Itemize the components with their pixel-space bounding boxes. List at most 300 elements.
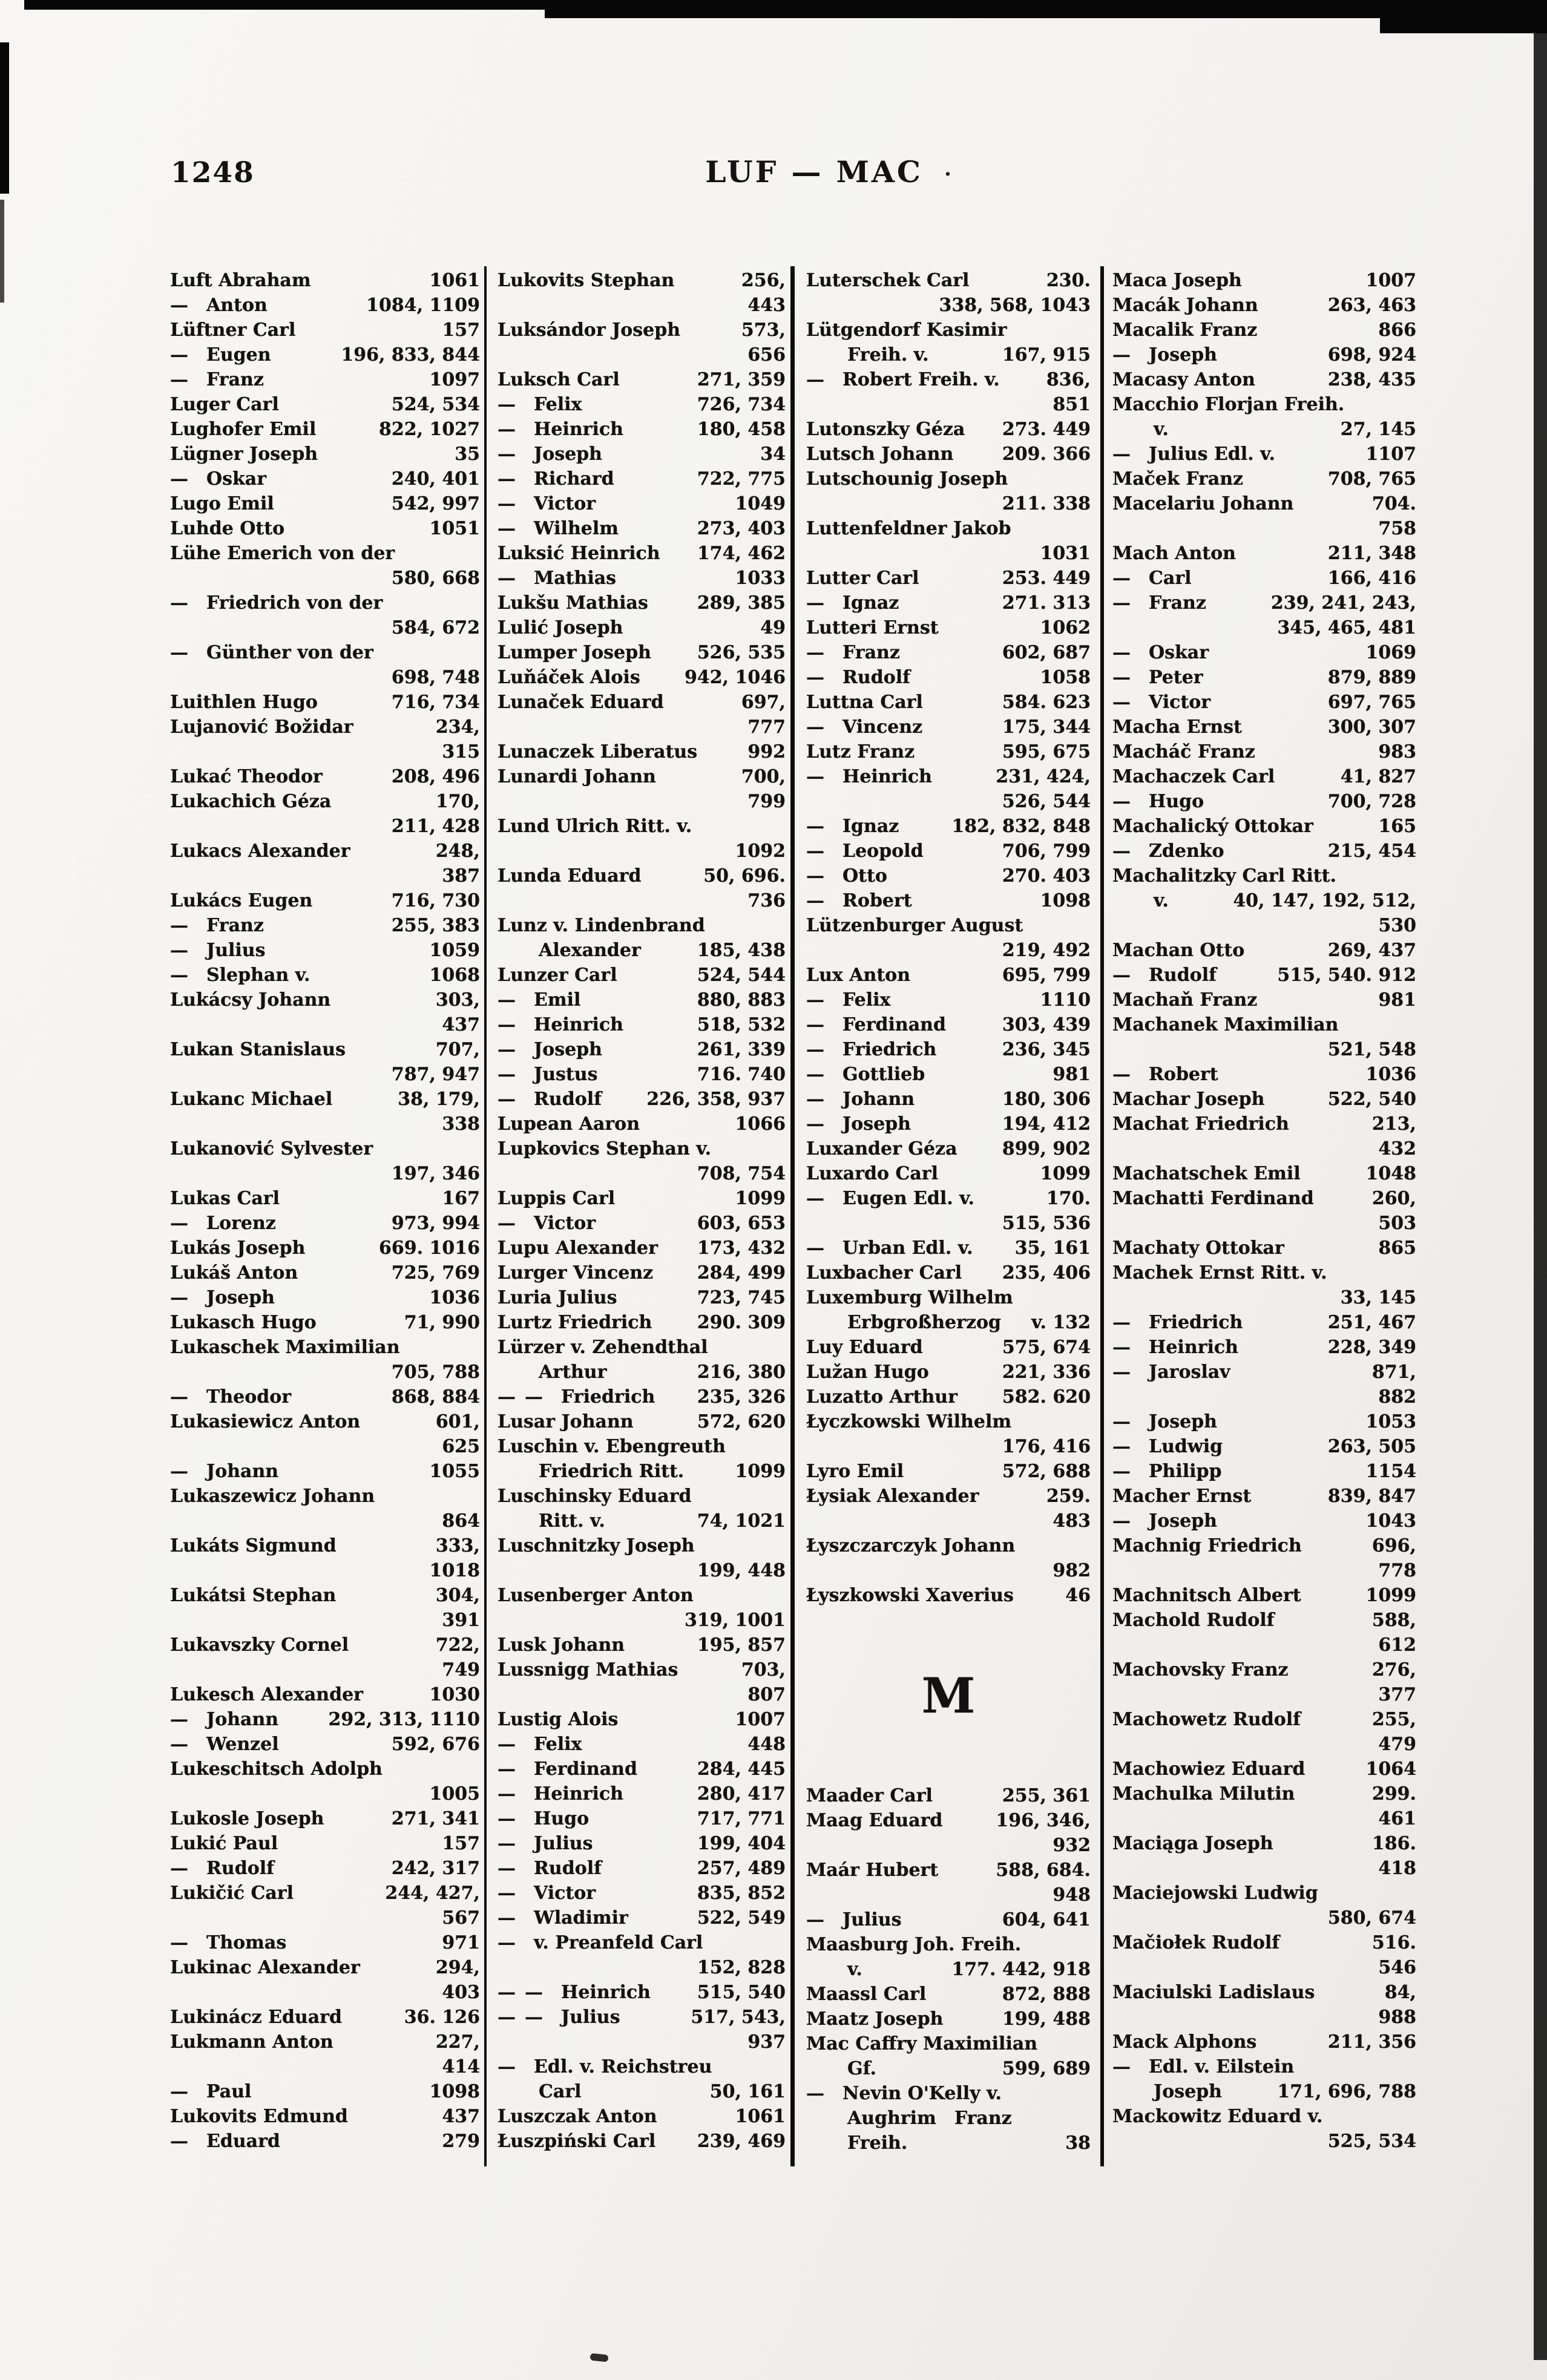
index-entry-line (1112, 1980, 1416, 2005)
entry-name: — Zdenko (1112, 841, 1224, 862)
entry-pages: 211, 348 (1327, 543, 1416, 564)
entry-pages: 269, 437 (1327, 940, 1416, 961)
scan-artifact-top-corner (1380, 0, 1547, 33)
index-entry-line (806, 268, 1091, 293)
entry-pages: 1055 (429, 1461, 480, 1482)
index-entry-line (1112, 938, 1416, 963)
index-entry-line (498, 1335, 786, 1360)
entry-pages: 377 (1378, 1684, 1416, 1705)
entry-name: Luttenfeldner Jakob (806, 518, 1011, 539)
entry-name: Machaczek Carl (1112, 766, 1275, 787)
entry-name: — Felix (806, 989, 891, 1011)
entry-pages: 167 (442, 1188, 480, 1209)
entry-name: — Ignaz (806, 816, 899, 837)
index-entry-line (498, 1409, 786, 1434)
entry-pages: 228, 349 (1327, 1337, 1416, 1358)
entry-pages: 602, 687 (1002, 642, 1091, 663)
index-entry-line (1112, 1161, 1416, 1186)
entry-pages: 40, 147, 192, 512, (1233, 890, 1416, 911)
entry-pages: 1064 (1365, 1759, 1416, 1780)
index-entry-line (498, 1037, 786, 1062)
entry-pages: 524, 544 (697, 965, 786, 986)
entry-name: Aughrim Franz (847, 2108, 1012, 2129)
entry-name: — Julius (170, 940, 266, 961)
entry-name: Lunardi Johann (498, 766, 656, 787)
index-entry-line (1112, 491, 1416, 516)
entry-pages: 726, 734 (697, 394, 786, 415)
entry-pages: 1061 (735, 2106, 786, 2127)
entry-pages: 787, 947 (391, 1064, 480, 1085)
entry-pages: 700, (741, 766, 786, 787)
entry-name: Macák Johann (1112, 295, 1258, 316)
entry-name: Machaty Ottokar (1112, 1238, 1284, 1259)
entry-name: — Otto (806, 865, 887, 887)
index-entry-line (1112, 1484, 1416, 1509)
entry-pages: 1107 (1365, 444, 1416, 465)
entry-name: Mac Caffry Maximilian (806, 2033, 1038, 2054)
entry-name: — Joseph (1112, 344, 1217, 366)
entry-pages: 526, 544 (1002, 791, 1091, 812)
entry-name: Lukaszewicz Johann (170, 1486, 375, 1507)
index-entry-line (170, 1484, 480, 1509)
entry-pages: 239, 241, 243, (1270, 592, 1416, 614)
index-entry-line (170, 1906, 480, 1930)
entry-name: Łuszpiński Carl (498, 2131, 656, 2152)
entry-name: Lürzer v. Zehendthal (498, 1337, 708, 1358)
index-entry-line (806, 541, 1091, 566)
index-entry-line (170, 764, 480, 789)
entry-name: — Wilhelm (498, 518, 619, 539)
index-entry-line (498, 1930, 786, 1955)
entry-pages: 273, 403 (697, 518, 786, 539)
entry-name: Lurger Vincenz (498, 1262, 654, 1283)
index-entry-line (170, 2005, 480, 2030)
entry-name: Lutz Franz (806, 741, 915, 762)
index-entry-line (806, 1112, 1091, 1136)
column-divider-2 (790, 266, 795, 2166)
entry-name: — Robert Freih. v. (806, 369, 1000, 390)
index-entry-line (170, 1335, 480, 1360)
entry-name: Maader Carl (806, 1785, 933, 1806)
entry-pages: 871, (1371, 1362, 1416, 1383)
entry-name: — Heinrich (498, 419, 623, 440)
index-entry-line (498, 1360, 786, 1385)
index-entry-line (806, 1982, 1091, 2007)
index-entry-line (170, 392, 480, 417)
entry-name: Luria Julius (498, 1287, 617, 1308)
entry-pages: 700, 728 (1327, 791, 1416, 812)
entry-name: — Johann (170, 1709, 279, 1730)
entry-name: Machowetz Rudolf (1112, 1709, 1301, 1730)
entry-pages: 38 (1065, 2132, 1091, 2154)
index-entry-line (170, 1657, 480, 1682)
entry-name: Macchio Florjan Freih. (1112, 394, 1345, 415)
entry-name: Łysiak Alexander (806, 1486, 979, 1507)
index-entry-line (1112, 1385, 1416, 1409)
index-entry-line (806, 1858, 1091, 1883)
index-entry-line (806, 1161, 1091, 1186)
entry-pages: 515, 536 (1002, 1213, 1091, 1234)
entry-pages: 703, (741, 1659, 786, 1680)
entry-name: — Heinrich (806, 766, 932, 787)
index-entry-line (170, 888, 480, 913)
entry-pages: v. 132 (1031, 1312, 1091, 1333)
entry-pages: 723, 745 (697, 1287, 786, 1308)
index-entry-line (1112, 442, 1416, 467)
index-entry-line (806, 1484, 1091, 1509)
index-entry-line (170, 2030, 480, 2054)
entry-pages: 983 (1378, 741, 1416, 762)
index-entry-line (806, 764, 1091, 789)
entry-name: Luithlen Hugo (170, 692, 318, 713)
entry-pages: 717, 771 (697, 1808, 786, 1829)
index-entry-line (1112, 1657, 1416, 1682)
index-entry-line (498, 764, 786, 789)
index-entry-line (1112, 1112, 1416, 1136)
entry-pages: 988 (1378, 2007, 1416, 2028)
entry-pages: 716, 730 (391, 890, 480, 911)
index-entry-line (498, 1186, 786, 1211)
entry-pages: 749 (442, 1659, 480, 1680)
index-entry-line (498, 1236, 786, 1260)
index-entry-line (498, 1459, 786, 1484)
entry-pages: 235, 326 (697, 1386, 786, 1408)
index-entry-line (498, 1732, 786, 1757)
entry-pages: 522, 549 (697, 1907, 786, 1929)
index-entry-line (806, 1062, 1091, 1087)
index-entry-line (498, 318, 786, 343)
index-entry-line (498, 392, 786, 417)
index-entry-line (498, 814, 786, 839)
index-entry-line (170, 491, 480, 516)
index-entry-line (1112, 1558, 1416, 1583)
index-entry-line (806, 938, 1091, 963)
entry-pages: 304, (435, 1585, 480, 1606)
entry-name: Mack Alphons (1112, 2031, 1257, 2053)
entry-name: — Franz (806, 642, 900, 663)
entry-pages: 973, 994 (391, 1213, 480, 1234)
entry-name: Freih. (847, 2132, 908, 2154)
entry-pages: 432 (1378, 1138, 1416, 1159)
entry-pages: 882 (1378, 1386, 1416, 1408)
entry-pages: 50, 161 (709, 2081, 786, 2102)
index-entry-line (1112, 739, 1416, 764)
entry-pages: 166, 416 (1327, 568, 1416, 589)
index-entry-line (170, 1037, 480, 1062)
index-entry-line (170, 1608, 480, 1633)
entry-name: — Victor (498, 1213, 596, 1234)
index-entry-line (170, 442, 480, 467)
index-entry-line (498, 491, 786, 516)
entry-name: Lukmann Anton (170, 2031, 333, 2053)
index-entry-line (498, 913, 786, 938)
entry-pages: 279 (442, 2131, 480, 2152)
entry-pages: 1068 (429, 965, 480, 986)
entry-pages: 221, 336 (1002, 1362, 1091, 1383)
entry-name: Lügner Joseph (170, 444, 318, 465)
entry-pages: 1053 (1365, 1411, 1416, 1432)
index-entry-line (498, 938, 786, 963)
entry-pages: 572, 688 (1002, 1461, 1091, 1482)
entry-name: Luksch Carl (498, 369, 620, 390)
entry-name: Lukinac Alexander (170, 1957, 360, 1978)
index-entry-line (170, 1955, 480, 1980)
entry-pages: 176, 416 (1002, 1436, 1091, 1457)
entry-name: — Joseph (498, 1039, 602, 1060)
entry-pages: 261, 339 (697, 1039, 786, 1060)
entry-pages: 300, 307 (1327, 716, 1416, 738)
index-entry-line (1112, 2030, 1416, 2054)
scan-artifact-speck (590, 2353, 608, 2362)
index-entry-line (1112, 839, 1416, 864)
entry-pages: 582. 620 (1002, 1386, 1091, 1408)
entry-pages: 518, 532 (697, 1014, 786, 1035)
index-entry-line (498, 293, 786, 318)
entry-pages: 248, (435, 841, 480, 862)
entry-pages: 461 (1378, 1808, 1416, 1829)
index-entry-line (170, 1782, 480, 1806)
entry-pages: 49 (760, 617, 786, 638)
entry-pages: 835, 852 (697, 1883, 786, 1904)
entry-pages: 981 (1053, 1064, 1091, 1085)
index-entry-line (1112, 1236, 1416, 1260)
entry-pages: 584, 672 (391, 617, 480, 638)
entry-name: — Rudolf (806, 667, 911, 688)
entry-name: Lukáš Anton (170, 1262, 298, 1283)
entry-name: Machalitzky Carl Ritt. (1112, 865, 1336, 887)
entry-pages: 196, 833, 844 (341, 344, 480, 366)
entry-pages: 437 (442, 2106, 480, 2127)
entry-pages: 240, 401 (391, 468, 480, 490)
entry-name: Luterschek Carl (806, 270, 970, 291)
entry-pages: 41, 827 (1340, 766, 1416, 787)
index-entry-line (498, 988, 786, 1012)
entry-pages: 1084, 1109 (366, 295, 480, 316)
entry-pages: 215, 454 (1327, 841, 1416, 862)
entry-name: Lukas Carl (170, 1188, 280, 1209)
index-entry-line (1112, 1087, 1416, 1112)
entry-name: — Carl (1112, 568, 1192, 589)
index-entry-line (806, 2131, 1091, 2155)
entry-name: — Rudolf (1112, 965, 1217, 986)
index-entry-line (170, 1459, 480, 1484)
entry-name: Lukács Eugen (170, 890, 313, 911)
entry-name: Lumper Joseph (498, 642, 651, 663)
index-entry-line (170, 963, 480, 988)
section-letter-M: M (921, 1667, 976, 1724)
index-entry-line (498, 2129, 786, 2154)
entry-name: Lugo Emil (170, 493, 274, 514)
index-entry-line (806, 1285, 1091, 1310)
entry-name: v. (847, 1959, 862, 1980)
index-entry-line (806, 1211, 1091, 1236)
entry-pages: 706, 799 (1002, 841, 1091, 862)
entry-name: Lunz v. Lindenbrand (498, 915, 705, 936)
entry-pages: 595, 675 (1002, 741, 1091, 762)
index-entry-line (498, 1955, 786, 1980)
entry-pages: 34 (760, 444, 786, 465)
entry-pages: 1061 (429, 270, 480, 291)
index-entry-line (1112, 2054, 1416, 2079)
index-entry-line (170, 566, 480, 591)
entry-name: Luschinsky Eduard (498, 1486, 692, 1507)
index-entry-line (498, 1112, 786, 1136)
entry-pages: 515, 540. 912 (1277, 965, 1416, 986)
entry-pages: 333, (435, 1535, 480, 1556)
index-entry-line (806, 591, 1091, 615)
entry-pages: 868, 884 (391, 1386, 480, 1408)
entry-pages: 872, 888 (1002, 1984, 1091, 2005)
index-entry-line (1112, 1955, 1416, 1980)
entry-pages: 1018 (429, 1560, 480, 1581)
index-entry-line (498, 789, 786, 814)
entry-pages: 165 (1378, 816, 1416, 837)
entry-pages: 273. 449 (1002, 419, 1091, 440)
entry-pages: 716. 740 (697, 1064, 786, 1085)
index-entry-line (170, 367, 480, 392)
index-entry-line (806, 615, 1091, 640)
entry-pages: 575, 674 (1002, 1337, 1091, 1358)
index-entry-line (1112, 566, 1416, 591)
index-entry-line (170, 1385, 480, 1409)
entry-pages: 338, 568, 1043 (939, 295, 1091, 316)
index-entry-line (1112, 1409, 1416, 1434)
index-entry-line (1112, 1037, 1416, 1062)
page-header: LUF — MAC (705, 154, 923, 189)
entry-pages: 1098 (1040, 890, 1091, 911)
index-entry-line (1112, 2005, 1416, 2030)
entry-name: Luy Eduard (806, 1337, 923, 1358)
index-entry-line (498, 864, 786, 888)
entry-pages: 259. (1046, 1486, 1091, 1507)
index-column-1 (170, 268, 480, 2154)
index-entry-line (170, 715, 480, 739)
index-entry-line (170, 467, 480, 491)
index-entry-line (806, 1932, 1091, 1957)
entry-pages: 338 (442, 1113, 480, 1135)
entry-pages: 280, 417 (697, 1783, 786, 1805)
entry-pages: 1036 (1365, 1064, 1416, 1085)
index-entry-line (1112, 1707, 1416, 1732)
index-entry-line (170, 516, 480, 541)
index-entry-line (170, 789, 480, 814)
index-entry-line (170, 1136, 480, 1161)
entry-pages: 992 (747, 741, 786, 762)
index-entry-line (170, 1732, 480, 1757)
index-entry-line (806, 839, 1091, 864)
index-entry-line (806, 1136, 1091, 1161)
entry-name: — Friedrich von der (170, 592, 383, 614)
entry-name: Machek Ernst Ritt. v. (1112, 1262, 1327, 1283)
entry-name: — Oskar (1112, 642, 1209, 663)
entry-pages: 186. (1371, 1833, 1416, 1854)
entry-name: Lukovits Stephan (498, 270, 675, 291)
index-entry-line (170, 1831, 480, 1856)
entry-pages: 778 (1378, 1560, 1416, 1581)
entry-name: Lukan Stanislaus (170, 1039, 346, 1060)
entry-pages: 1154 (1365, 1461, 1416, 1482)
index-entry-line (1112, 1583, 1416, 1608)
entry-name: Gf. (847, 2058, 876, 2079)
entry-pages: 244, 427, (385, 1883, 480, 1904)
index-entry-line (806, 665, 1091, 690)
index-entry-line (806, 1459, 1091, 1484)
entry-pages: 180, 306 (1002, 1089, 1091, 1110)
entry-name: Machnig Friedrich (1112, 1535, 1302, 1556)
entry-pages: 704. (1371, 493, 1416, 514)
index-entry-line (806, 1783, 1091, 1808)
entry-name: Lühe Emerich von der (170, 543, 395, 564)
index-entry-line (806, 491, 1091, 516)
entry-name: Maca Joseph (1112, 270, 1242, 291)
entry-name: Lustig Alois (498, 1709, 619, 1730)
index-entry-line (170, 913, 480, 938)
entry-pages: 971 (442, 1932, 480, 1953)
entry-name: Luksándor Joseph (498, 320, 681, 341)
index-entry-line (1112, 963, 1416, 988)
entry-pages: 211, 428 (391, 816, 480, 837)
index-entry-line (1112, 1881, 1416, 1906)
index-entry-line (170, 1260, 480, 1285)
entry-name: — Philipp (1112, 1461, 1222, 1482)
index-entry-line (498, 1757, 786, 1782)
index-entry-line (498, 1906, 786, 1930)
index-entry-line (806, 1883, 1091, 1907)
index-entry-line (1112, 1831, 1416, 1856)
index-entry-line (1112, 1434, 1416, 1459)
entry-name: — Mathias (498, 568, 617, 589)
entry-pages: 851 (1053, 394, 1091, 415)
entry-name: Lukšu Mathias (498, 592, 648, 614)
entry-name: — Edl. v. Reichstreu (498, 2056, 712, 2077)
index-entry-line (498, 1583, 786, 1608)
entry-name: Lupu Alexander (498, 1238, 658, 1259)
entry-pages: 185, 438 (697, 940, 786, 961)
entry-pages: 255, 361 (1002, 1785, 1091, 1806)
index-column-2 (498, 268, 786, 2154)
column-divider-3 (1100, 266, 1104, 2166)
entry-pages: 1097 (429, 369, 480, 390)
entry-name: Lukáts Sigmund (170, 1535, 337, 1556)
entry-pages: 211. 338 (1002, 493, 1091, 514)
entry-pages: 725, 769 (391, 1262, 480, 1283)
index-entry-line (806, 1186, 1091, 1211)
index-entry-line (170, 665, 480, 690)
entry-name: — Johann (806, 1089, 915, 1110)
index-entry-line (806, 392, 1091, 417)
entry-name: Lukanović Sylvester (170, 1138, 373, 1159)
entry-pages: 216, 380 (697, 1362, 786, 1383)
entry-pages: 236, 345 (1002, 1039, 1091, 1060)
index-entry-line (806, 2031, 1091, 2056)
entry-pages: 167, 915 (1002, 344, 1091, 366)
index-entry-line (1112, 318, 1416, 343)
entry-name: Lussnigg Mathias (498, 1659, 678, 1680)
entry-pages: 695, 799 (1002, 965, 1091, 986)
entry-name: — Wenzel (170, 1734, 279, 1755)
entry-name: Macháč Franz (1112, 741, 1255, 762)
entry-name: — Slephan v. (170, 965, 310, 986)
entry-pages: 284, 445 (697, 1759, 786, 1780)
entry-pages: 299. (1371, 1783, 1416, 1805)
entry-pages: 696, (1371, 1535, 1416, 1556)
index-entry-line (1112, 764, 1416, 789)
entry-name: Lüftner Carl (170, 320, 296, 341)
entry-pages: 625 (442, 1436, 480, 1457)
entry-name: — Leopold (806, 841, 924, 862)
entry-name: Luxardo Carl (806, 1163, 938, 1184)
entry-name: Lusar Johann (498, 1411, 634, 1432)
